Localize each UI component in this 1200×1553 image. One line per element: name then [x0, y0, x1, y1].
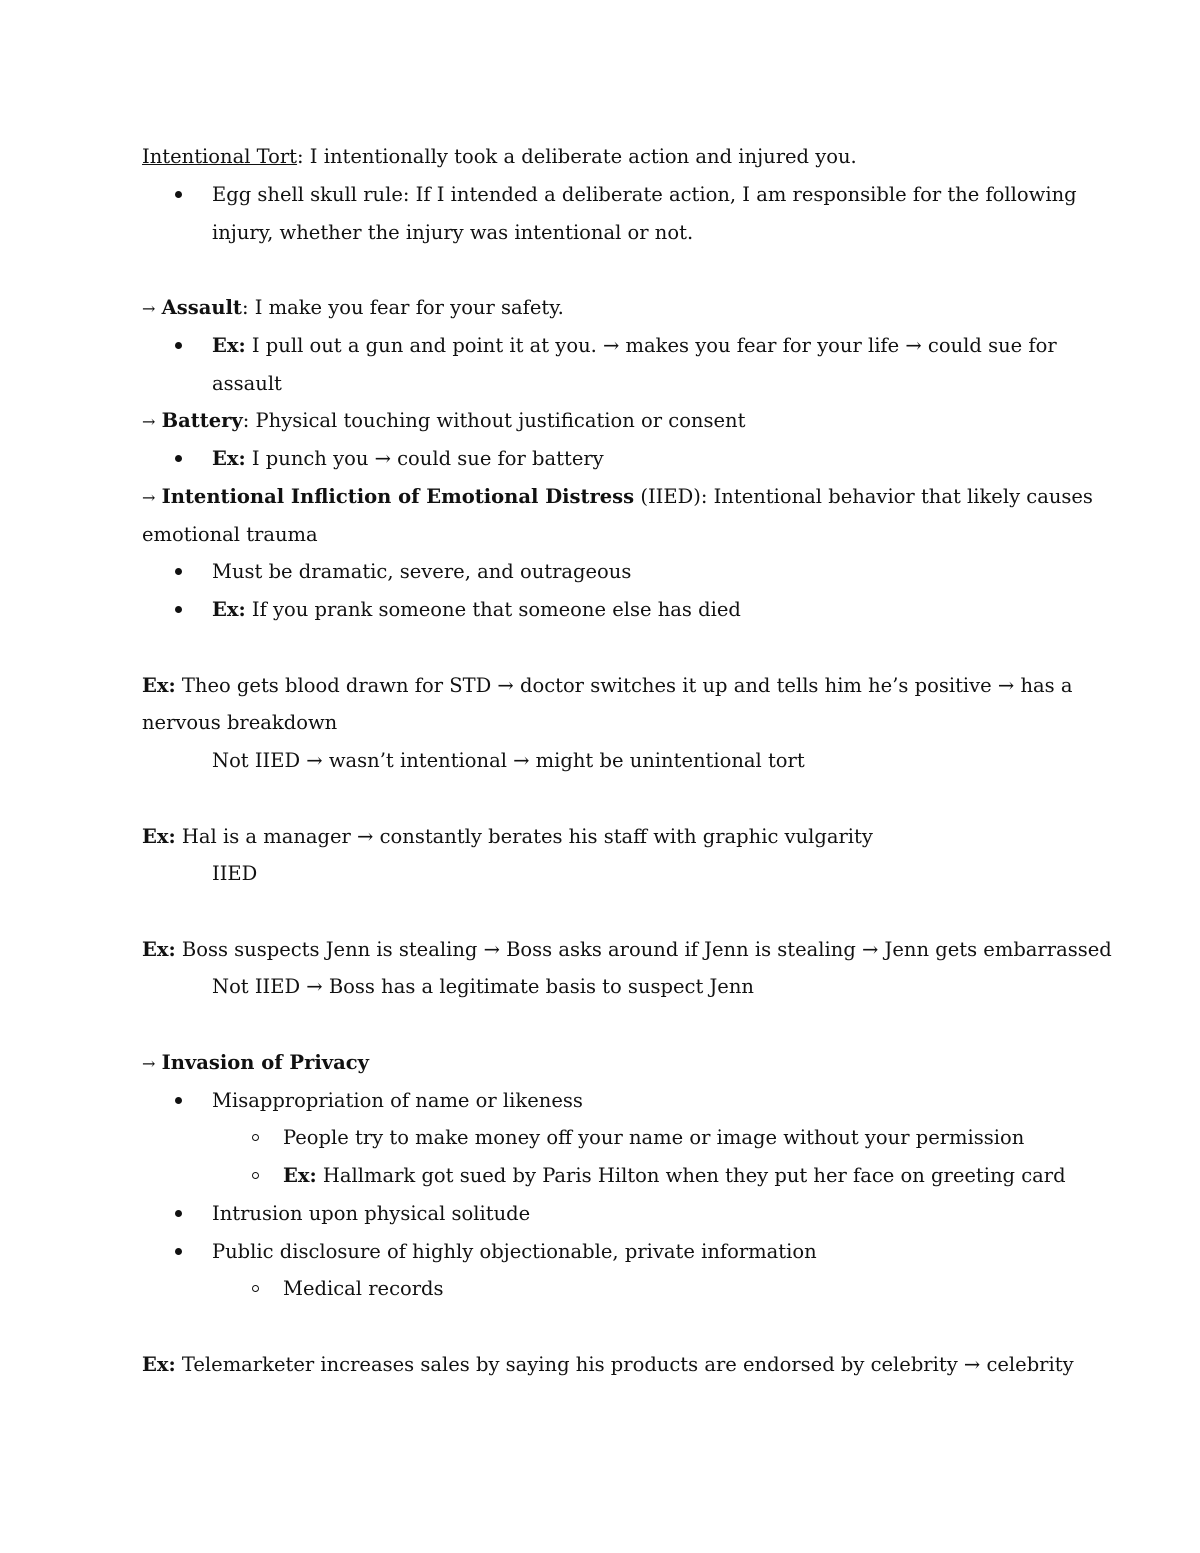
ex-label: Ex: — [142, 938, 176, 961]
list-item — [212, 591, 1080, 629]
circle-bullet-icon — [252, 1134, 259, 1141]
example-theo-verdict — [212, 742, 1080, 780]
ex-label: Ex: — [142, 674, 176, 697]
assault-text: : I make you fear for your safety. — [241, 296, 564, 319]
bullet-icon — [175, 1248, 182, 1255]
iied-term: Intentional Infliction of Emotional Distress — [161, 485, 635, 508]
bullet-icon — [175, 191, 182, 198]
list-item — [283, 1157, 1080, 1195]
circle-bullet-icon — [252, 1285, 259, 1292]
battery-example: I punch you → could sue for battery — [245, 447, 604, 470]
iied-text-line2: emotional trauma — [142, 523, 318, 546]
iied-bullet1: Must be dramatic, severe, and outrageous — [212, 560, 632, 583]
example-theo-line2: nervous breakdown — [142, 711, 338, 734]
assault-example-line2: assault — [212, 372, 282, 395]
privacy-item: Public disclosure of highly objectionable, private information — [212, 1240, 817, 1263]
ex-label: Ex: — [142, 825, 176, 848]
assault-example-line1: I pull out a gun and point it at you. → makes you fear for your life → could sue for — [245, 334, 1057, 357]
ex-label: Ex: — [142, 1353, 176, 1376]
iied-bullet2: If you prank someone that someone else has died — [245, 598, 741, 621]
egg-shell-rule-line1: Egg shell skull rule: If I intended a deliberate action, I am responsible for the following — [212, 183, 1077, 206]
verdict-text: Not IIED → wasn’t intentional → might be unintentional tort — [212, 749, 805, 772]
bullet-icon — [175, 606, 182, 613]
intentional-tort-definition — [142, 138, 1080, 176]
example-hal — [142, 818, 1080, 856]
assault-example-continuation — [212, 365, 1080, 403]
iied-definition-continuation — [142, 516, 1080, 554]
battery-text: : Physical touching without justification or consent — [242, 409, 746, 432]
privacy-item: Intrusion upon physical solitude — [212, 1202, 531, 1225]
bullet-icon — [175, 342, 182, 349]
ex-label: Ex: — [212, 334, 246, 357]
list-item — [212, 1082, 1080, 1120]
intentional-tort-term: Intentional Tort — [142, 145, 298, 168]
privacy-subitem: People try to make money off your name or image without your permission — [283, 1126, 1025, 1149]
privacy-subitem: Medical records — [283, 1277, 444, 1300]
example-jenn — [142, 931, 1112, 969]
ex-label: Ex: — [283, 1164, 317, 1187]
example-jenn-line1: Boss suspects Jenn is stealing → Boss asks around if Jenn is stealing → Jenn gets embarrassed — [175, 938, 1112, 961]
ex-label: Ex: — [212, 447, 246, 470]
iied-definition — [142, 478, 1093, 516]
example-telemarketer — [142, 1346, 1080, 1384]
arrow-icon: → — [142, 412, 156, 431]
verdict-text: Not IIED → Boss has a legitimate basis to suspect Jenn — [212, 975, 754, 998]
list-item — [283, 1119, 1080, 1157]
list-item — [212, 440, 1080, 478]
ex-label: Ex: — [212, 598, 246, 621]
egg-shell-rule-continuation — [212, 214, 1080, 252]
privacy-item: Misappropriation of name or likeness — [212, 1089, 583, 1112]
battery-definition — [142, 402, 1080, 440]
example-telemarketer-text: Telemarketer increases sales by saying his products are endorsed by celebrity → celebrity — [175, 1353, 1074, 1376]
example-hal-line1: Hal is a manager → constantly berates his staff with graphic vulgarity — [175, 825, 873, 848]
bullet-icon — [175, 455, 182, 462]
example-theo — [142, 667, 1080, 705]
assault-term: Assault — [161, 296, 242, 319]
arrow-icon: → — [142, 1054, 156, 1073]
list-item — [212, 176, 1080, 214]
battery-term: Battery — [161, 409, 243, 432]
list-item — [283, 1270, 1080, 1308]
example-theo-continuation — [142, 704, 1080, 742]
iied-text-line1: (IIED): Intentional behavior that likely causes — [634, 485, 1093, 508]
privacy-term: Invasion of Privacy — [161, 1051, 369, 1074]
list-item — [212, 1195, 1080, 1233]
example-jenn-verdict — [212, 968, 1080, 1006]
circle-bullet-icon — [252, 1172, 259, 1179]
list-item — [212, 1233, 1080, 1271]
egg-shell-rule-line2: injury, whether the injury was intentional or not. — [212, 221, 694, 244]
list-item — [212, 553, 1080, 591]
arrow-icon: → — [142, 488, 156, 507]
bullet-icon — [175, 1210, 182, 1217]
bullet-icon — [175, 568, 182, 575]
bullet-icon — [175, 1097, 182, 1104]
assault-definition — [142, 289, 1080, 327]
verdict-text: IIED — [212, 862, 258, 885]
arrow-icon: → — [142, 299, 156, 318]
privacy-subitem: Hallmark got sued by Paris Hilton when they put her face on greeting card — [322, 1164, 1066, 1187]
list-item — [212, 327, 1080, 365]
example-theo-line1: Theo gets blood drawn for STD → doctor switches it up and tells him he’s positive → has a — [175, 674, 1073, 697]
intentional-tort-text: : I intentionally took a deliberate action and injured you. — [297, 145, 857, 168]
example-hal-verdict — [212, 855, 1080, 893]
privacy-heading — [142, 1044, 1080, 1082]
